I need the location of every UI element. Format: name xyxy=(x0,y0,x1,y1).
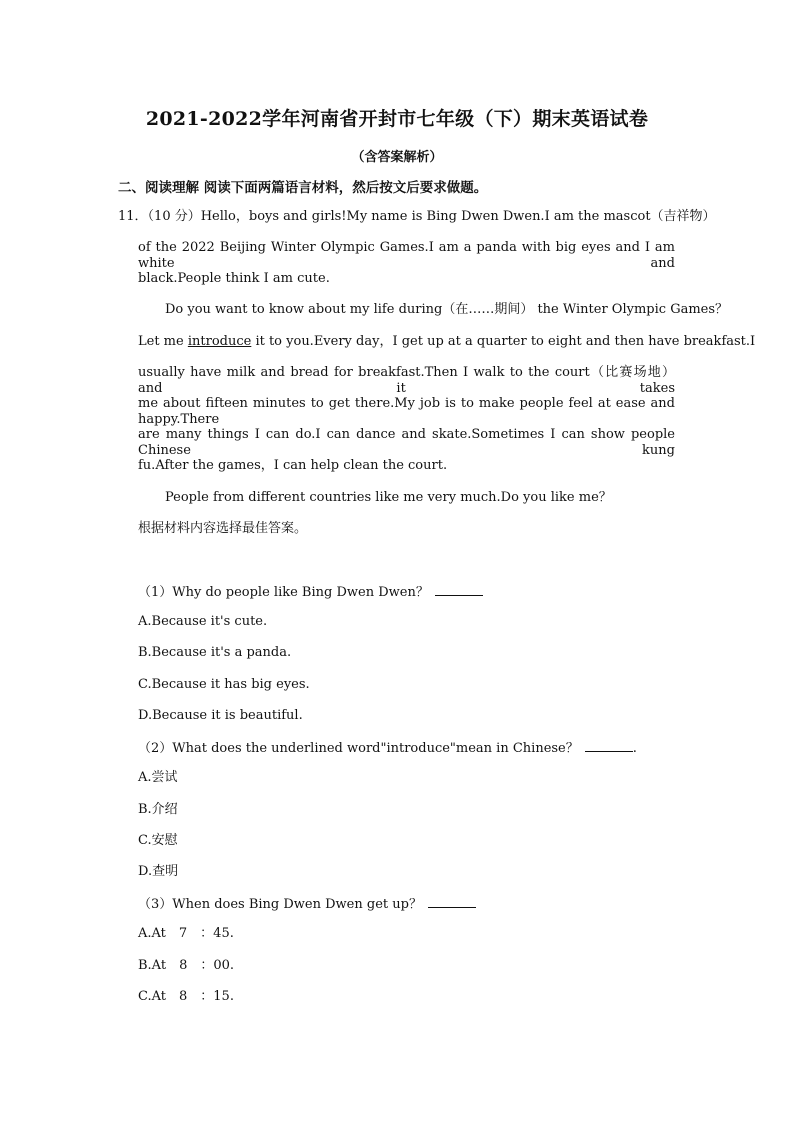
answer-blank[interactable] xyxy=(428,895,476,908)
passage-text: it to you.Every day，I get up at a quarter to eight and then have breakfast.I xyxy=(251,334,756,349)
question-text: （1）Why do people like Bing Dwen Dwen？ xyxy=(138,585,429,600)
option-3a: A.At 7 ：45. xyxy=(138,926,234,941)
option-1a: A.Because it's cute. xyxy=(138,614,268,629)
passage-p3-line-1: People from different countries like me very much.Do you like me？ xyxy=(165,490,612,505)
passage-p2-line-4: me about fifteen minutes to get there.My job is to make people feel at ease and happy.There xyxy=(138,396,675,427)
option-3b: B.At 8 ：00. xyxy=(138,958,235,973)
option-2c: C.安慰 xyxy=(138,833,178,848)
passage-p2-line-1: Do you want to know about my life during（在……期间） the Winter Olympic Games？ xyxy=(165,302,729,317)
option-2a: A.尝试 xyxy=(138,770,178,785)
answer-blank[interactable] xyxy=(435,583,483,596)
answer-blank[interactable] xyxy=(585,739,633,752)
question-1-stem xyxy=(138,583,483,601)
page-subtitle: （含答案解析） xyxy=(351,150,443,165)
option-1c: C.Because it has big eyes. xyxy=(138,677,310,692)
passage-text: Let me xyxy=(138,334,188,349)
option-1b: B.Because it's a panda. xyxy=(138,645,292,660)
section-heading: 二、阅读理解 阅读下面两篇语言材料，然后按文后要求做题。 xyxy=(118,180,488,196)
question-text: （3）When does Bing Dwen Dwen get up？ xyxy=(138,897,422,912)
passage-intro-line-3: black.People think I am cute. xyxy=(138,271,330,286)
option-3c: C.At 8 ：15. xyxy=(138,989,234,1004)
option-1d: D.Because it is beautiful. xyxy=(138,708,303,723)
question-text: （2）What does the underlined word"introduce"mean in Chinese？ xyxy=(138,741,579,756)
question-2-stem xyxy=(138,739,637,757)
passage-p2-line-3: usually have milk and bread for breakfast.Then I walk to the court（比赛场地） and it takes xyxy=(138,365,675,396)
passage-intro-line-2: of the 2022 Beijing Winter Olympic Games.I am a panda with big eyes and I am white and xyxy=(138,240,675,271)
passage-intro-line-1: 11．（10 分）Hello，boys and girls!My name is Bing Dwen Dwen.I am the mascot（吉祥物） xyxy=(118,209,716,224)
question-3-stem xyxy=(138,895,476,913)
passage-p2-line-5: are many things I can do.I can dance and skate.Sometimes I can show people Chinese kung xyxy=(138,427,675,458)
underlined-word: introduce xyxy=(187,334,252,349)
passage-p2-line-2 xyxy=(138,334,756,350)
option-2b: B.介绍 xyxy=(138,802,178,817)
passage-p2-line-6: fu.After the games，I can help clean the court. xyxy=(138,458,448,473)
page-title: 2021-2022学年河南省开封市七年级（下）期末英语试卷 xyxy=(145,108,649,130)
option-2d: D.查明 xyxy=(138,864,179,879)
instruction: 根据材料内容选择最佳答案。 xyxy=(138,521,308,536)
blank-suffix: . xyxy=(632,741,637,756)
